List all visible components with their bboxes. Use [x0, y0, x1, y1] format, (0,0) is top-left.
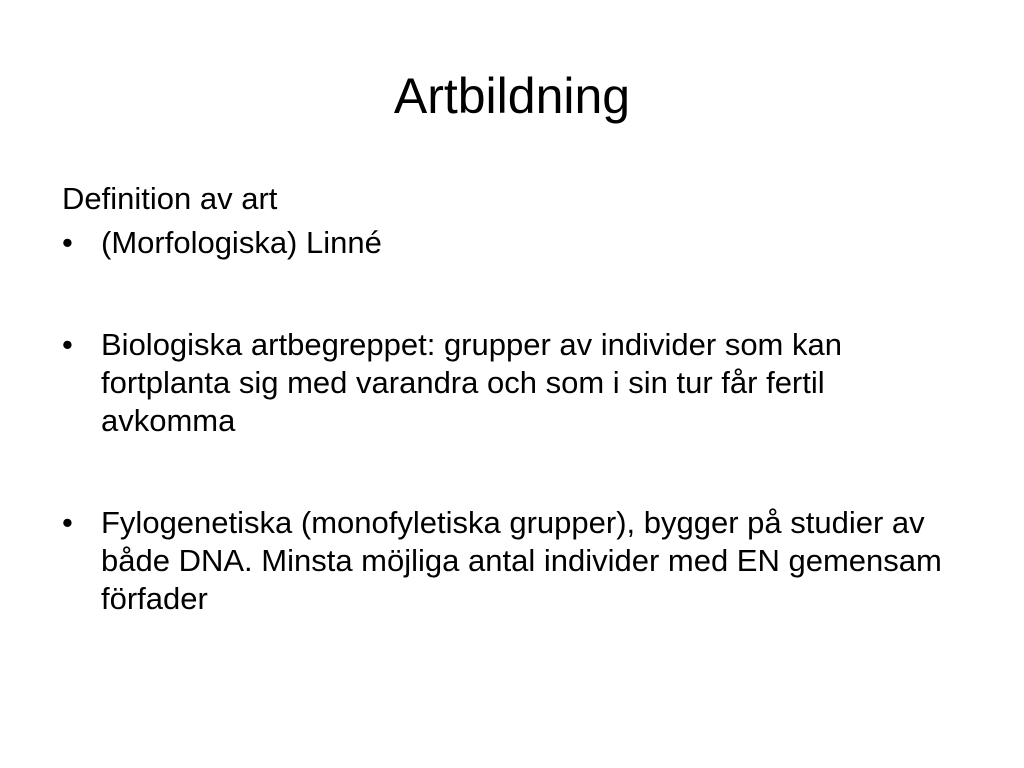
bullet-dot-icon: •: [62, 505, 73, 540]
bullet-text: Fylogenetiska (monofyletiska grupper), bygger på studier av både DNA. Minsta möjliga antal individer med EN gemensam förfader: [101, 505, 942, 616]
bullet-item-morphological: [62, 224, 942, 262]
slide-body: [62, 180, 942, 618]
bullet-item-biological: [62, 326, 942, 440]
bullet-text: Biologiska artbegreppet: grupper av individer som kan fortplanta sig med varandra och som i sin tur får fertil avkomma: [101, 327, 842, 438]
definition-heading: Definition av art: [62, 181, 278, 216]
slide-title: Artbildning: [393, 68, 631, 124]
bullet-item-phylogenetic: [62, 504, 942, 618]
bullet-dot-icon: •: [62, 327, 73, 362]
bullet-text: (Morfologiska) Linné: [101, 225, 382, 260]
bullet-dot-icon: •: [62, 225, 73, 260]
